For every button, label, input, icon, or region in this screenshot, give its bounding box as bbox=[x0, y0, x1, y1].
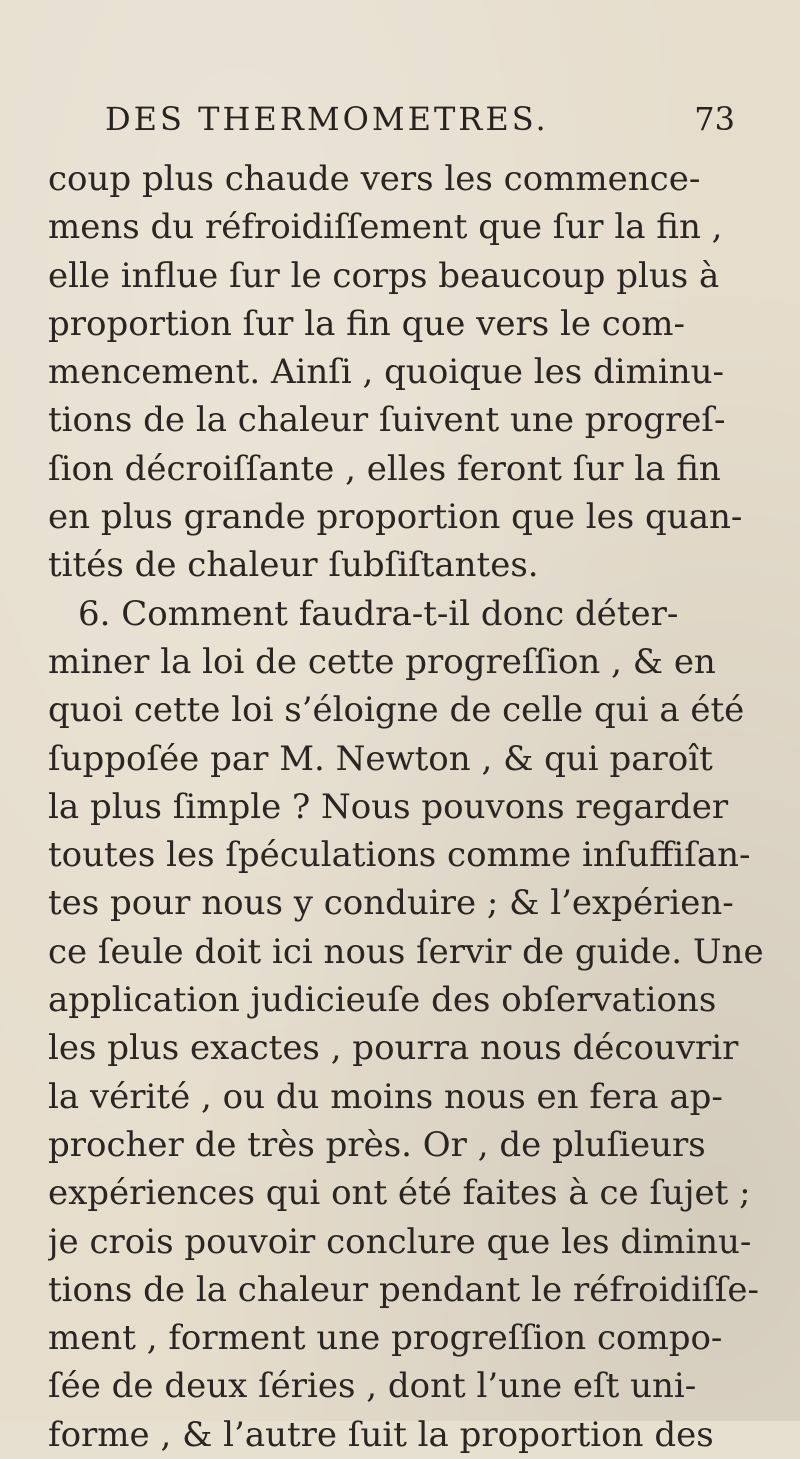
running-head: DES THERMOMETRES. bbox=[105, 100, 549, 138]
text-line: quoi cette loi s’éloigne de celle qui a été bbox=[48, 690, 745, 731]
text-line: mencement. Ainſi , quoique les diminu- bbox=[48, 352, 725, 393]
text-line: tions de la chaleur pendant le réfroidiſſe- bbox=[48, 1269, 759, 1310]
text-line: application judicieuſe des obſervations bbox=[48, 980, 717, 1021]
text-line: en plus grande proportion que les quan- bbox=[48, 497, 743, 538]
text-line: coup plus chaude vers les commence- bbox=[48, 159, 701, 199]
text-line: tes pour nous y conduire ; & l’expérien- bbox=[48, 883, 734, 924]
text-line: toutes les ſpéculations comme inſuffiſan- bbox=[48, 835, 751, 876]
text-line: miner la loi de cette progreſſion , & en bbox=[48, 641, 716, 682]
text-line: les plus exactes , pourra nous découvrir bbox=[48, 1028, 739, 1069]
text-line: la vérité , ou du moins nous en fera ap- bbox=[48, 1076, 723, 1117]
page-header bbox=[105, 100, 755, 148]
text-line: proportion ſur la fin que vers le com- bbox=[48, 303, 686, 344]
text-line: la plus ſimple ? Nous pouvons regarder bbox=[48, 786, 729, 827]
paragraph-start-line: 6. Comment faudra-t-il donc déter- bbox=[78, 593, 679, 634]
text-line: ce ſeule doit ici nous ſervir de guide. Une bbox=[48, 931, 764, 972]
text-line: forme , & l’autre ſuit la proportion des bbox=[48, 1414, 714, 1455]
text-line: expériences qui ont été faites à ce ſujet ; bbox=[48, 1173, 751, 1214]
text-line: je crois pouvoir conclure que les diminu- bbox=[48, 1221, 752, 1262]
text-line: ſuppoſée par M. Newton , & qui paroît bbox=[48, 738, 713, 779]
text-line: ſée de deux ſéries , dont l’une eſt uni- bbox=[48, 1366, 697, 1407]
text-line: elle influe ſur le corps beaucoup plus à bbox=[48, 255, 720, 296]
body-text bbox=[48, 155, 768, 1459]
page-number: 73 bbox=[694, 100, 735, 138]
text-line: mens du réfroidiſſement que ſur la fin , bbox=[48, 207, 723, 248]
text-line: tités de chaleur ſubſiſtantes. bbox=[48, 545, 539, 586]
text-line: procher de très près. Or , de pluſieurs bbox=[48, 1124, 706, 1165]
text-line: ſion décroiſſante , elles feront ſur la fin bbox=[48, 448, 721, 489]
text-line: ment , forment une progreſſion compo- bbox=[48, 1318, 723, 1359]
text-line: tions de la chaleur ſuivent une progreſ- bbox=[48, 400, 726, 441]
